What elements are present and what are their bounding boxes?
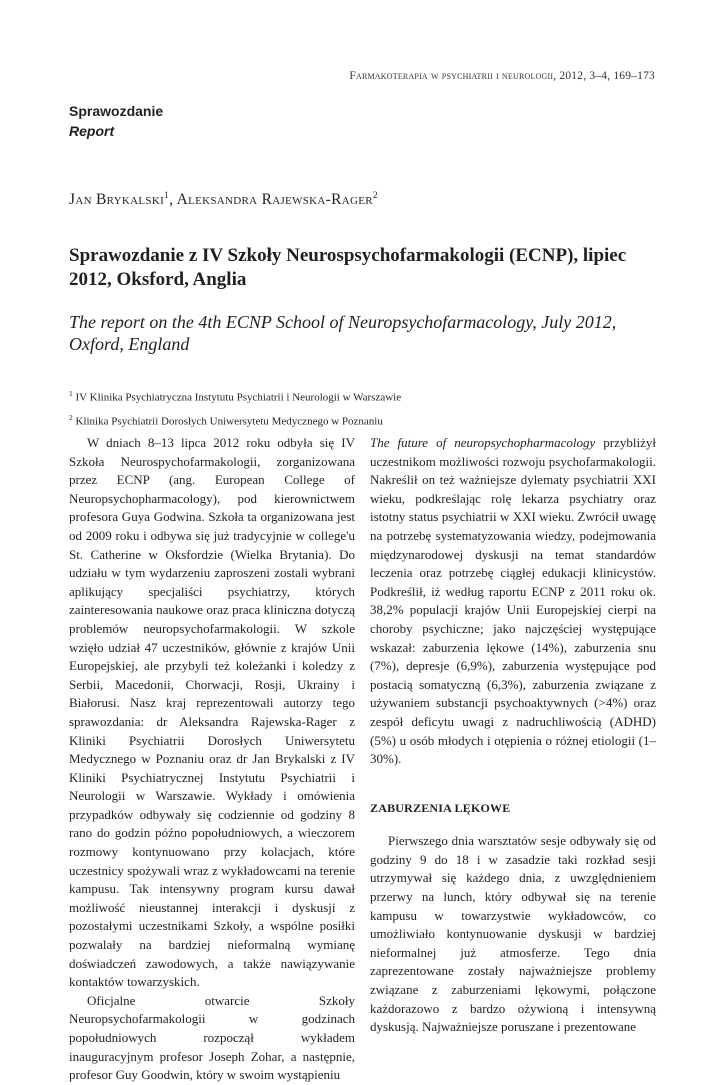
paragraph: Oficjalne otwarcie Szkoły Neuropsychofarmakologii w godzinach popołudniowych rozpoczął wykładem inauguracyjnym profesor Joseph Zohar, a następnie, profesor Guy Goodwin, który w swoim wystąpieniu [69,992,355,1083]
affiliation-text: Klinika Psychiatrii Dorosłych Uniwersytetu Medycznego w Poznaniu [75,415,383,428]
affiliation-text: IV Klinika Psychiatryczna Instytutu Psychiatrii i Neurologii w Warszawie [75,391,402,404]
author-2-affiliation-marker: 2 [372,191,378,201]
running-head: Farmakoterapia w psychiatrii i neurologii, 2012, 3–4, 169–173 [349,70,655,82]
article-title-english: The report on the 4th ECNP School of Neuropsychofarmacology, July 2012, Oxford, England [69,312,617,354]
affiliation-number: 1 [69,389,73,398]
paragraph: Pierwszego dnia warsztatów sesje odbywały się od godziny 9 do 18 i w zasadzie taki rozkład sesji utrzymywał się każdego dnia, z uwzględnieniem przerwy na lunch, który odbywał się na terenie kampusu w towarzystwie wykładowców, co umożliwiało kontynuowanie dyskusji w bardziej nieformalnej już atmosferze. Tego dnia zaprezentowane zostały najważniejsze problemy związane z zaburzeniami lękowymi, połączone każdorazowo z bardzo ożywioną i intensywną dyskusją. Najważniejsze poruszane i prezentowane [370,833,656,1035]
author-1: Jan Brykalski [69,191,165,209]
authors [69,191,378,209]
section-label-en: Report [69,123,115,139]
paragraph [370,434,656,769]
affiliation-number: 2 [69,412,73,422]
author-separator: , [169,191,177,209]
lecture-title: The future of neuropsychopharmacology [370,435,596,450]
body-column-left [69,434,355,1085]
author-2: Aleksandra Rajewska-Rager [176,191,373,209]
section-label [69,101,163,141]
paragraph-text: przybliżył uczestnikom możliwości rozwoju psychofarmakologii. Nakreślił on też ważniejsze dylematy psychiatrii XXI wieku, podkreślając rolę lekarza psychiatry oraz istotny status psychiatrii w XXI wieku. Zwrócił uwagę na potrzebę systematyzowania wiedzy, podejmowania międzynarodowej dyskusji na temat standardów leczenia oraz potrzebę ciągłej edukacji klinicystów. Podkreślił, iż według raportu ECNP z 2011 roku ok. 38,2% populacji krajów Unii Europejskiej cierpi na choroby psychiczne; jako najczęściej występujące wskazał: zaburzenia lękowe (14%), zaburzenia snu (7%), depresje (6,9%), zaburzenia występujące pod postacią somatyczną (6,3%), zaburzenia związane z używaniem substancji psychoaktywnych (>4%) oraz zespół deficytu uwagi z nadruchliwością (ADHD) (5%) u osób młodych i otępienia o różnej etiologii (1–30%). [370,435,656,767]
article-title-polish: Sprawozdanie z IV Szkoły Neurospsychofarmakologii (ECNP), lipiec 2012, Oksford, Anglia [69,245,627,290]
body-column-right [370,434,656,1037]
section-heading: ZABURZENIA LĘKOWE [370,800,511,815]
section-label-pl: Sprawozdanie [69,103,164,119]
author-1-affiliation-marker: 1 [164,191,170,201]
affiliation-2 [69,408,649,432]
paragraph: W dniach 8–13 lipca 2012 roku odbyła się IV Szkoła Neurospychofarmakologii, zorganizowana przez ECNP (ang. European College of Neuropsychopharmacology), pod kierownictwem profesora Guya Godwina. Szkoła ta organizowana jest od 2009 roku i odbywa się już tradycyjnie w college'u St. Catherine w Oksfordzie (Wielka Brytania). Do udziału w tym wydarzeniu zaproszeni zostali wybrani aplikujący specjaliści psychiatrzy, których zainteresowania naukowe oraz praca kliniczna dotyczą problemów neuropsychofarmakologii. W szkole wzięło udział 47 uczestników, głównie z krajów Unii Europejskiej, ale przybyli też koleżanki i koledzy z Serbii, Macedonii, Chorwacji, Rosji, Ukrainy i Białorusi. Nasz kraj reprezentowali autorzy tego sprawozdania: dr Aleksandra Rajewska-Rager z Kliniki Psychiatrii Dorosłych Uniwersytetu Medycznego w Poznaniu oraz dr Jan Brykalski z IV Kliniki Psychiatrycznej Instytutu Psychiatrii i Neurologii w Warszawie. Wykłady i omówienia przypadków odbywały się codziennie od godziny 8 rano do godzin późno popołudniowych, a wieczorem rozmowy kontynuowano przy kolacjach, które uczestnicy spożywali wraz z wykładowcami na terenie kampusu. Tak intensywny program kursu dawał możliwość nieustannej interakcji i dyskusji z pozostałymi uczestnikami Szkoły, a wspólne posiłki pozwalały na bardziej nieformalną wymianę doświadczeń zawodowych, a także nawiązywanie kontaktów towarzyskich. [69,435,355,990]
affiliation-1 [69,384,649,408]
affiliations [69,384,649,431]
